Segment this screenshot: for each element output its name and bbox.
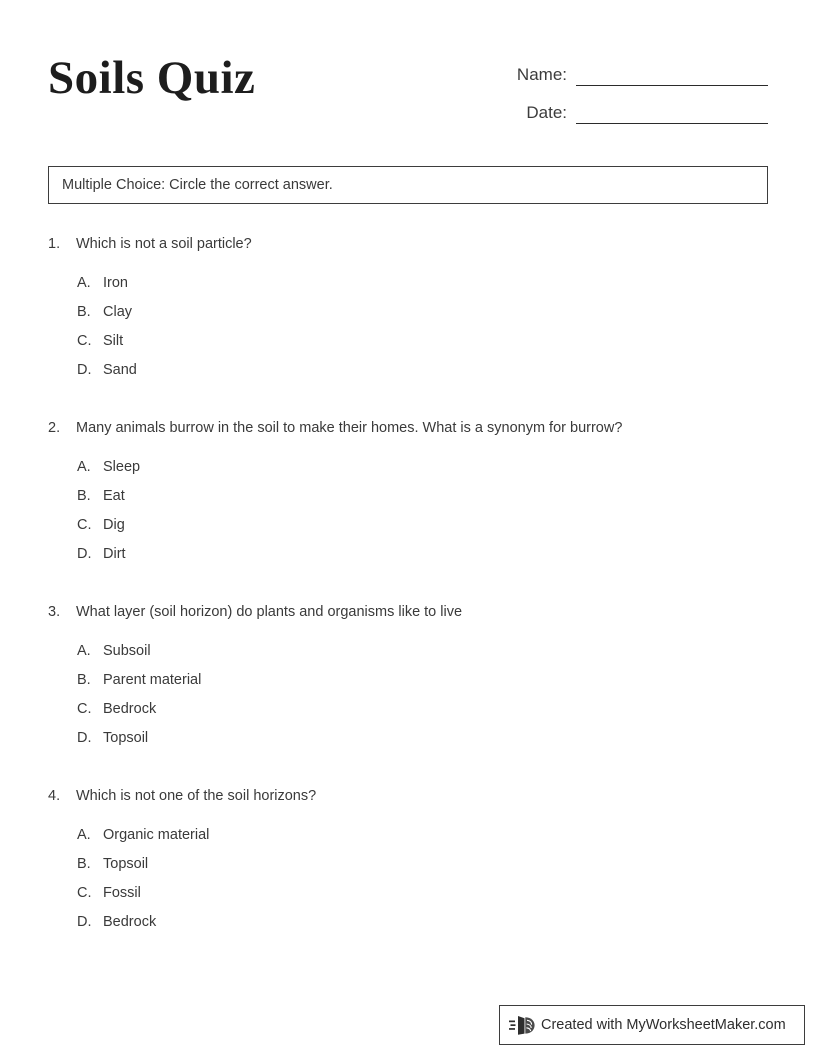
answer-letter: D. [77,362,92,378]
answer-letter: B. [77,672,91,688]
answer-option[interactable] [77,456,768,485]
answer-text: Clay [103,304,133,320]
answer-list [48,824,768,940]
answer-text: Topsoil [103,730,149,746]
name-field-row [472,48,768,86]
badge-label: Created with MyWorksheetMaker.com [541,1017,786,1033]
answer-option[interactable] [77,640,768,669]
answer-text: Organic material [103,827,210,843]
answer-option[interactable] [77,911,768,940]
question-number: 3. [48,604,61,620]
date-label: Date: [526,103,567,122]
question-number: 2. [48,420,61,436]
question-number: 4. [48,788,61,804]
answer-option[interactable] [77,698,768,727]
question-item [48,233,768,388]
question-number: 1. [48,236,61,252]
date-field-row [472,86,768,124]
answer-text: Iron [103,275,128,291]
answer-text: Silt [103,333,124,349]
answer-letter: B. [77,488,91,504]
question-item [48,417,768,572]
answer-text: Eat [103,488,125,504]
question-item [48,785,768,940]
answer-text: Bedrock [103,914,157,930]
worksheet-header [48,44,768,144]
answer-list [48,456,768,572]
answer-letter: D. [77,546,92,562]
question-line [48,601,768,623]
answer-letter: D. [77,914,92,930]
question-line [48,785,768,807]
answer-option[interactable] [77,727,768,756]
question-item [48,601,768,756]
answer-text: Dig [103,517,125,533]
answer-text: Topsoil [103,856,149,872]
question-line [48,233,768,255]
answer-letter: A. [77,275,91,291]
question-line [48,417,768,439]
answer-text: Subsoil [103,643,151,659]
answer-option[interactable] [77,272,768,301]
answer-letter: B. [77,304,91,320]
answer-letter: A. [77,827,91,843]
answer-list [48,640,768,756]
name-input-line[interactable] [576,63,768,86]
answer-letter: B. [77,856,91,872]
answer-text: Fossil [103,885,141,901]
answer-option[interactable] [77,669,768,698]
question-text: Which is not one of the soil horizons? [76,788,317,804]
answer-option[interactable] [77,514,768,543]
answer-option[interactable] [77,359,768,388]
answer-text: Sleep [103,459,141,475]
question-text: Which is not a soil particle? [76,236,252,252]
answer-option[interactable] [77,485,768,514]
student-info-fields [472,48,768,124]
answer-list [48,272,768,388]
page-title: Soils Quiz [48,52,256,104]
question-text: Many animals burrow in the soil to make their homes. What is a synonym for burrow? [76,420,623,436]
answer-option[interactable] [77,853,768,882]
answer-option[interactable] [77,301,768,330]
answer-letter: C. [77,885,92,901]
answer-letter: A. [77,643,91,659]
answer-option[interactable] [77,543,768,572]
answer-text: Dirt [103,546,126,562]
instruction-box [48,166,768,204]
answer-letter: D. [77,730,92,746]
answer-letter: C. [77,701,92,717]
question-text: What layer (soil horizon) do plants and organisms like to live [76,604,463,620]
answer-text: Bedrock [103,701,157,717]
created-with-badge[interactable] [499,1005,805,1045]
answer-option[interactable] [77,824,768,853]
answer-text: Parent material [103,672,202,688]
answer-letter: A. [77,459,91,475]
answer-option[interactable] [77,882,768,911]
answer-option[interactable] [77,330,768,359]
answer-letter: C. [77,517,92,533]
name-label: Name: [516,65,567,84]
question-list [48,233,768,969]
date-input-line[interactable] [576,101,768,124]
worksheet-maker-logo-icon [509,1013,537,1037]
answer-text: Sand [103,362,137,378]
answer-letter: C. [77,333,92,349]
instruction-text: Multiple Choice: Circle the correct answer. [62,177,333,193]
